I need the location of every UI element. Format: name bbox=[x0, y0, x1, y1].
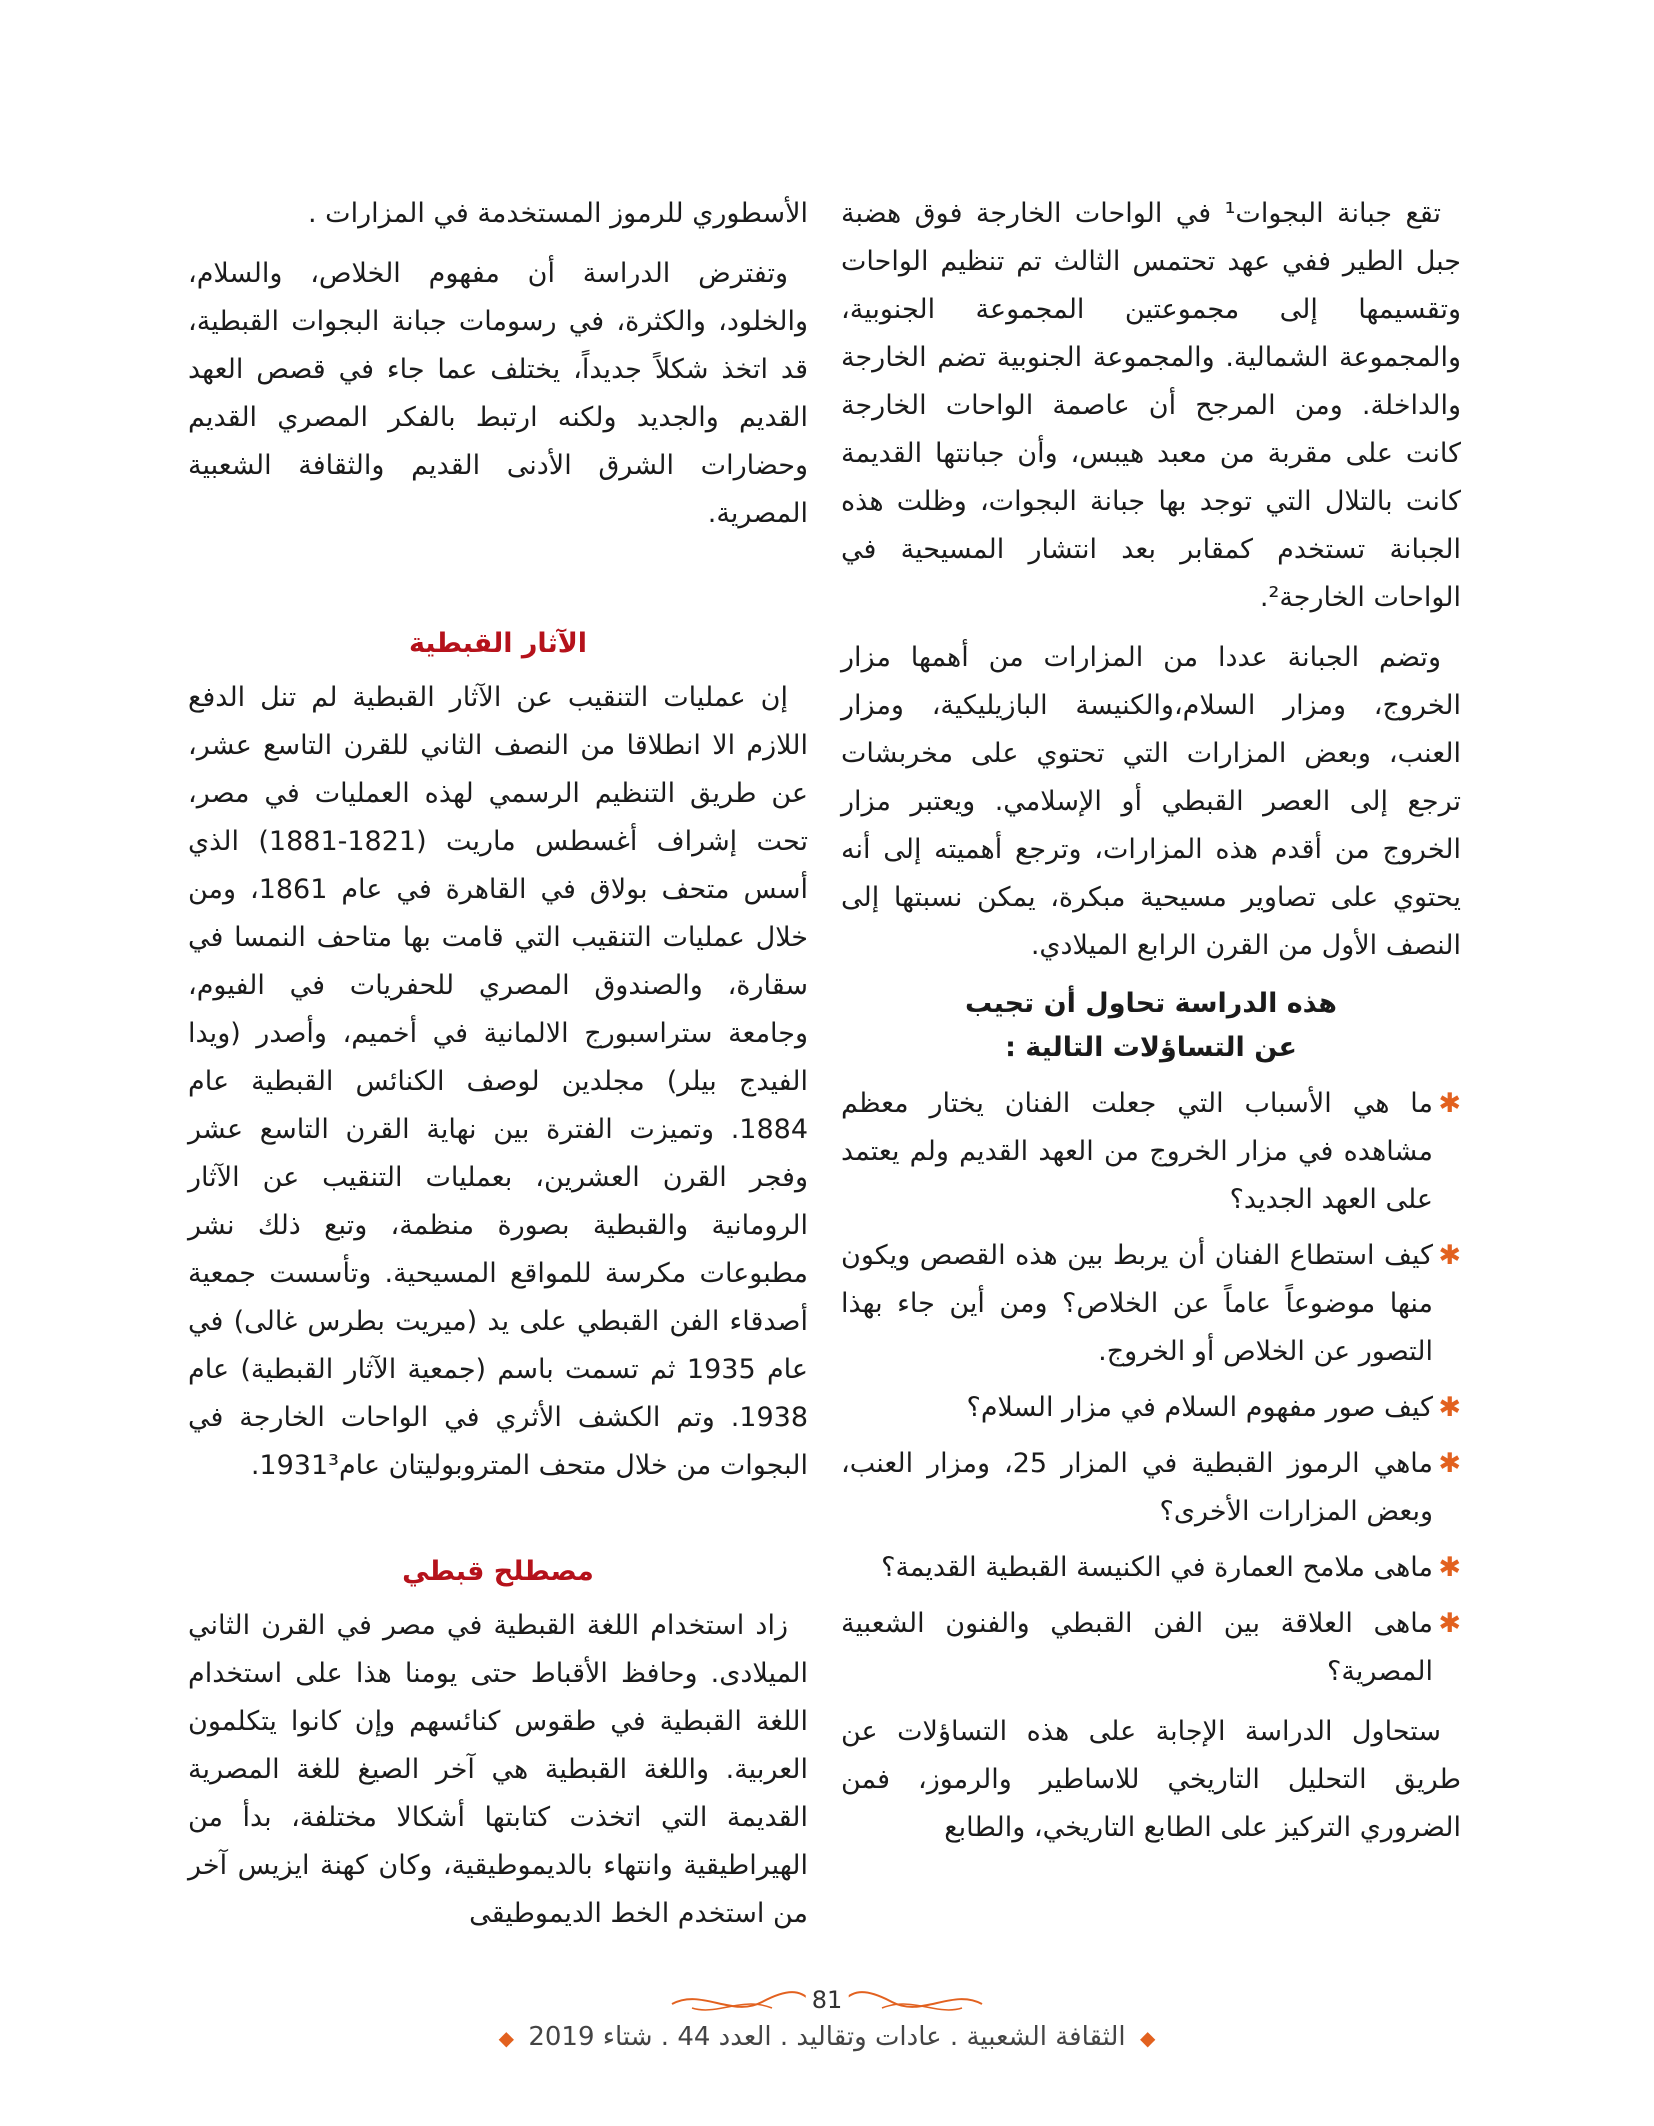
ornament-icon bbox=[662, 1984, 992, 2020]
paragraph-study-approach: ستحاول الدراسة الإجابة على هذه التساؤلات عن طريق التحليل التاريخي للاساطير والرموز، فمن الضروري التركيز على الطابع التاريخي، والطابع bbox=[841, 1716, 1461, 1843]
page-number: 81 bbox=[806, 1986, 849, 2014]
questions-list bbox=[841, 1080, 1461, 1696]
asterisk-bullet-icon: ✱ bbox=[1438, 1392, 1461, 1423]
list-item: ✱ ماهى ملامح العمارة في الكنيسة القبطية القديمة؟ bbox=[841, 1544, 1433, 1592]
list-item: ✱ ماهي الرموز القبطية في المزار 25، ومزار العنب، وبعض المزارات الأخرى؟ bbox=[841, 1440, 1433, 1536]
paragraph-hypothesis: وتفترض الدراسة أن مفهوم الخلاص، والسلام، والخلود، والكثرة، في رسومات جبانة البجوات القبطية، قد اتخذ شكلاً جديداً، يختلف عما جاء في قصص العهد القديم والجديد ولكنه ارتبط بالفكر المصري القديم وحضارات الشرق الأدنى القديم والثقافة الشعبية المصرية. bbox=[188, 258, 808, 529]
publication-line bbox=[0, 2022, 1654, 2052]
questions-intro-line-1: هذه الدراسة تحاول أن تجيب bbox=[964, 988, 1337, 1019]
left-column bbox=[188, 190, 808, 1950]
asterisk-bullet-icon: ✱ bbox=[1438, 1448, 1461, 1479]
asterisk-bullet-icon: ✱ bbox=[1438, 1240, 1461, 1271]
asterisk-bullet-icon: ✱ bbox=[1438, 1608, 1461, 1639]
right-column bbox=[841, 190, 1461, 1864]
asterisk-bullet-icon: ✱ bbox=[1438, 1088, 1461, 1119]
diamond-icon: ◆ bbox=[498, 2025, 515, 2050]
paragraph-coptic-language: زاد استخدام اللغة القبطية في مصر في القرن الثاني الميلادى. وحافظ الأقباط حتى يومنا هذا على استخدام اللغة القبطية في طقوس كنائسهم وإن كانوا يتكلمون العربية. واللغة القبطية هي آخر الصيغ للغة المصرية القديمة التي اتخذت كتابتها أشكالا مختلفة، بدأ من الهيراطيقية وانتهاء بالديموطيقية، وكان كهنة ايزيس آخر من استخدم الخط الديموطيقى bbox=[188, 1610, 808, 1929]
asterisk-bullet-icon: ✱ bbox=[1438, 1552, 1461, 1583]
diamond-icon: ◆ bbox=[1139, 2025, 1156, 2050]
list-item: ✱ ما هي الأسباب التي جعلت الفنان يختار معظم مشاهده في مزار الخروج من العهد القديم ولم يعتمد على العهد الجديد؟ bbox=[841, 1080, 1433, 1224]
paragraph-continuation: الأسطوري للرموز المستخدمة في المزارات . bbox=[307, 198, 808, 229]
paragraph-bajawat-cemetery: تقع جبانة البجوات¹ في الواحات الخارجة فوق هضبة جبل الطير ففي عهد تحتمس الثالث تم تنظيم الواحات وتقسيمها إلى مجموعتين المجموعة الجنوبية، والمجموعة الشمالية. والمجموعة الجنوبية تضم الخارجة والداخلة. ومن المرجح أن عاصمة الواحات الخارجة كانت على مقربة من معبد هيبس، وأن جبانتها القديمة كانت بالتلال التي توجد بها جبانة البجوات، وظلت هذه الجبانة تستخدم كمقابر بعد انتشار المسيحية في الواحات الخارجة². bbox=[841, 198, 1461, 613]
paragraph-excavations: إن عمليات التنقيب عن الآثار القبطية لم تنل الدفع اللازم الا انطلاقا من النصف الثاني للقرن التاسع عشر، عن طريق التنظيم الرسمي لهذه العمليات في مصر، تحت إشراف أغسطس ماريت (1821-1881) الذي أسس متحف بولاق في القاهرة في عام 1861، ومن خلال عمليات التنقيب التي قامت بها متاحف النمسا في سقارة، والصندوق المصري للحفريات في الفيوم، وجامعة ستراسبورج الالمانية في أخميم، وأصدر (ويدا الفيدج بيلر) مجلدين لوصف الكنائس القبطية عام 1884. وتميزت الفترة بين نهاية القرن التاسع عشر وفجر القرن العشرين، بعمليات التنقيب عن الآثار الرومانية والقبطية بصورة منظمة، وتبع ذلك نشر مطبوعات مكرسة للمواقع المسيحية. وتأسست جمعية أصدقاء الفن القبطي على يد (ميريت بطرس غالى) في عام 1935 ثم تسمت باسم (جمعية الآثار القبطية) عام 1938. وتم الكشف الأثري في الواحات الخارجة في البجوات من خلال متحف المتروبوليتان عام1931³. bbox=[188, 682, 809, 1481]
heading-coptic-term: مصطلح قبطي bbox=[402, 1556, 594, 1587]
publication-title: الثقافة الشعبية . عادات وتقاليد . العدد 44 . شتاء 2019 bbox=[528, 2022, 1126, 2052]
page-footer bbox=[0, 1984, 1654, 2052]
paragraph-shrines: وتضم الجبانة عددا من المزارات من أهمها مزار الخروج، ومزار السلام،والكنيسة البازيليكية، ومزار العنب، وبعض المزارات التي تحتوي على مخربشات ترجع إلى العصر القبطي أو الإسلامي. ويعتبر مزار الخروج من أقدم هذه المزارات، وترجع أهميته إلى أنه يحتوي على تصاوير مسيحية مبكرة، يمكن نسبتها إلى النصف الأول من القرن الرابع الميلادي. bbox=[841, 642, 1461, 961]
heading-coptic-antiquities: الآثار القبطية bbox=[408, 628, 588, 659]
list-item: ✱ ماهى العلاقة بين الفن القبطي والفنون الشعبية المصرية؟ bbox=[841, 1600, 1433, 1696]
list-item: ✱ كيف صور مفهوم السلام في مزار السلام؟ bbox=[841, 1384, 1433, 1432]
questions-intro-line-2: عن التساؤلات التالية : bbox=[1005, 1032, 1297, 1063]
list-item: ✱ كيف استطاع الفنان أن يربط بين هذه القصص ويكون منها موضوعاً عاماً عن الخلاص؟ ومن أين جاء بهذا التصور عن الخلاص أو الخروج. bbox=[841, 1232, 1433, 1376]
